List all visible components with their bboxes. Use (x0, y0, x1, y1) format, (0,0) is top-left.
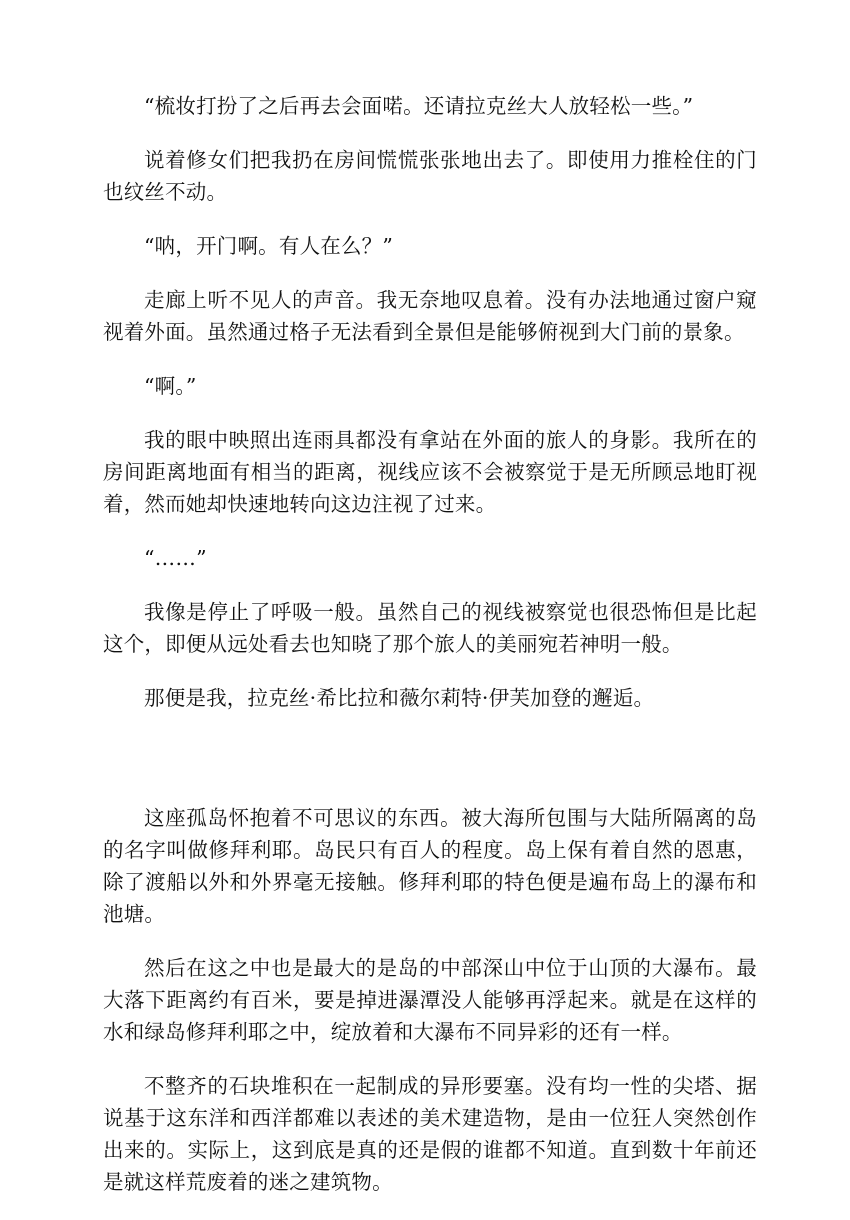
paragraph: “梳妆打扮了之后再去会面喏。还请拉克丝大人放轻松一些。” (144, 94, 694, 118)
paragraph: “……” (144, 546, 207, 570)
paragraph: 那便是我，拉克丝·希比拉和薇尔莉特·伊芙加登的邂逅。 (144, 686, 655, 710)
paragraph: “啊。” (144, 374, 197, 398)
paragraph: 走廊上听不见人的声音。我无奈地叹息着。没有办法地通过窗户窥视着外面。虽然通过格子无法看到全景但是能够俯视到大门前的景象。 (103, 288, 757, 344)
paragraph: 这座孤岛怀抱着不可思议的东西。被大海所包围与大陆所隔离的岛的名字叫做修拜利耶。岛民只有百人的程度。岛上保有着自然的恩惠，除了渡船以外和外界毫无接触。修拜利耶的特色便是遍布岛上的瀑布和池塘。 (103, 806, 757, 926)
paragraph: 我像是停止了呼吸一般。虽然自己的视线被察觉也很恐怖但是比起这个，即便从远处看去也知晓了那个旅人的美丽宛若神明一般。 (103, 600, 757, 656)
section-break (103, 736, 757, 802)
paragraph: 我的眼中映照出连雨具都没有拿站在外面的旅人的身影。我所在的房间距离地面有相当的距离，视线应该不会被察觉于是无所顾忌地盯视着，然而她却快速地转向这边注视了过来。 (103, 428, 757, 516)
paragraph: “呐，开门啊。有人在么？” (144, 234, 394, 258)
document-body (103, 90, 757, 1220)
paragraph: 说着修女们把我扔在房间慌慌张张地出去了。即使用力推栓住的门也纹丝不动。 (103, 148, 757, 204)
paragraph: 不整齐的石块堆积在一起制成的异形要塞。没有均一性的尖塔、据说基于这东洋和西洋都难以表述的美术建造物，是由一位狂人突然创作出来的。实际上，这到底是真的还是假的谁都不知道。直到数十年前还是就这样荒废着的迷之建筑物。 (103, 1074, 757, 1194)
paragraph: 然后在这之中也是最大的是岛的中部深山中位于山顶的大瀑布。最大落下距离约有百米，要是掉进瀑潭没人能够再浮起来。就是在这样的水和绿岛修拜利耶之中，绽放着和大瀑布不同异彩的还有一样。 (103, 956, 757, 1044)
